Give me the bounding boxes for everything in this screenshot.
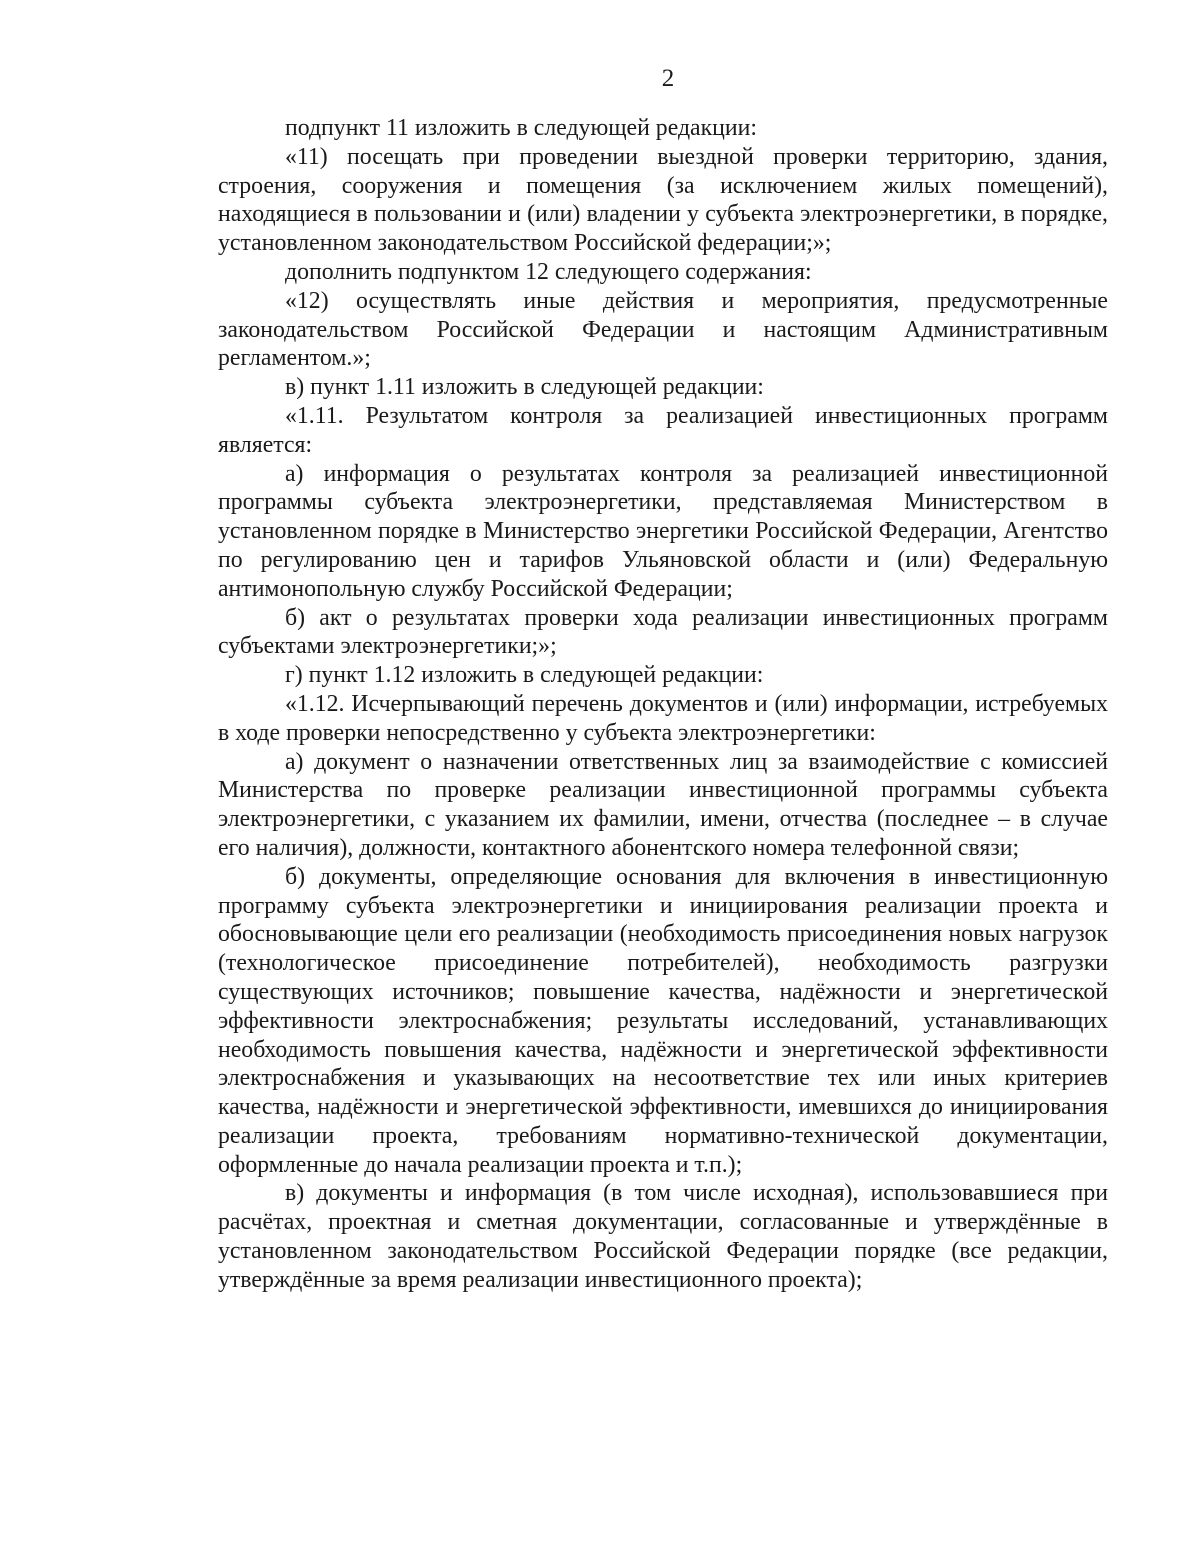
paragraph-item-1-12-v: в) документы и информация (в том числе исходная), использовавшиеся при расчётах, проектная и сметная документации, согласованные и утверждённые в установленном законодательством Российской Федерации порядке (все редакции, утверждённые за время реализации инвестиционного проекта); — [218, 1180, 1108, 1293]
paragraph-subitem-11-text: «11) посещать при проведении выездной проверки территорию, здания, строения, сооружения и помещения (за исключением жилых помещений), находящиеся в пользовании и (или) владении у субъекта электроэнергетики, в порядке, установленном законодательством Российской федерации;»; — [218, 143, 1108, 257]
paragraph-item-1-12-intro: г) пункт 1.12 изложить в следующей редакции: — [285, 662, 764, 689]
paragraph-item-1-12-b: б) документы, определяющие основания для включения в инвестиционную программу субъекта электроэнергетики и инициирования реализации проекта и обосновывающие цели его реализации (необходимость присоединения новых нагрузок (технологическое присоединение потребителей), необходимость разгрузки существующих источников; повышение качества, надёжности и энергетической эффективности электроснабжения; результаты исследований, устанавливающих необходимость повышения качества, надёжности и энергетической эффективности электроснабжения и указывающих на несоответствие тех или иных критериев качества, надёжности и энергетической эффективности, имевшихся до инициирования реализации проекта, требованиям нормативно-технической документации, оформленные до начала реализации проекта и т.п.); — [218, 863, 1108, 1178]
paragraph-item-1-12-a: а) документ о назначении ответственных лиц за взаимодействие с комиссией Министерства по проверке реализации инвестиционной программы субъекта электроэнергетики, с указанием их фамилии, имени, отчества (последнее – в случае его наличия), должности, контактного абонентского номера телефонной связи; — [218, 748, 1108, 861]
page-number: 2 — [661, 65, 675, 92]
paragraph-item-1-12-text: «1.12. Исчерпывающий перечень документов и (или) информации, истребуемых в ходе проверки непосредственно у субъекта электроэнергетики: — [218, 690, 1108, 746]
paragraph-item-1-11-a: а) информация о результатах контроля за реализацией инвестиционной программы субъекта электроэнергетики, представляемая Министерством в установленном порядке в Министерство энергетики Российской Федерации, Агентство по регулированию цен и тарифов Ульяновской области и (или) Федеральную антимонопольную службу Российской Федерации; — [218, 460, 1108, 602]
paragraph-subitem-12-text: «12) осуществлять иные действия и мероприятия, предусмотренные законодательством Российской Федерации и настоящим Административным регламентом.»; — [218, 287, 1108, 372]
paragraph-subitem-11-intro: подпункт 11 изложить в следующей редакции: — [285, 115, 757, 141]
document-body — [218, 114, 1108, 1295]
paragraph-item-1-11-intro: в) пункт 1.11 изложить в следующей редакции: — [285, 374, 764, 401]
paragraph-item-1-11-text: «1.11. Результатом контроля за реализацией инвестиционных программ является: — [218, 402, 1108, 458]
paragraph-subitem-12-intro: дополнить подпунктом 12 следующего содержания: — [285, 258, 812, 285]
paragraph-item-1-11-b: б) акт о результатах проверки хода реализации инвестиционных программ субъектами электроэнергетики;»; — [218, 604, 1108, 660]
